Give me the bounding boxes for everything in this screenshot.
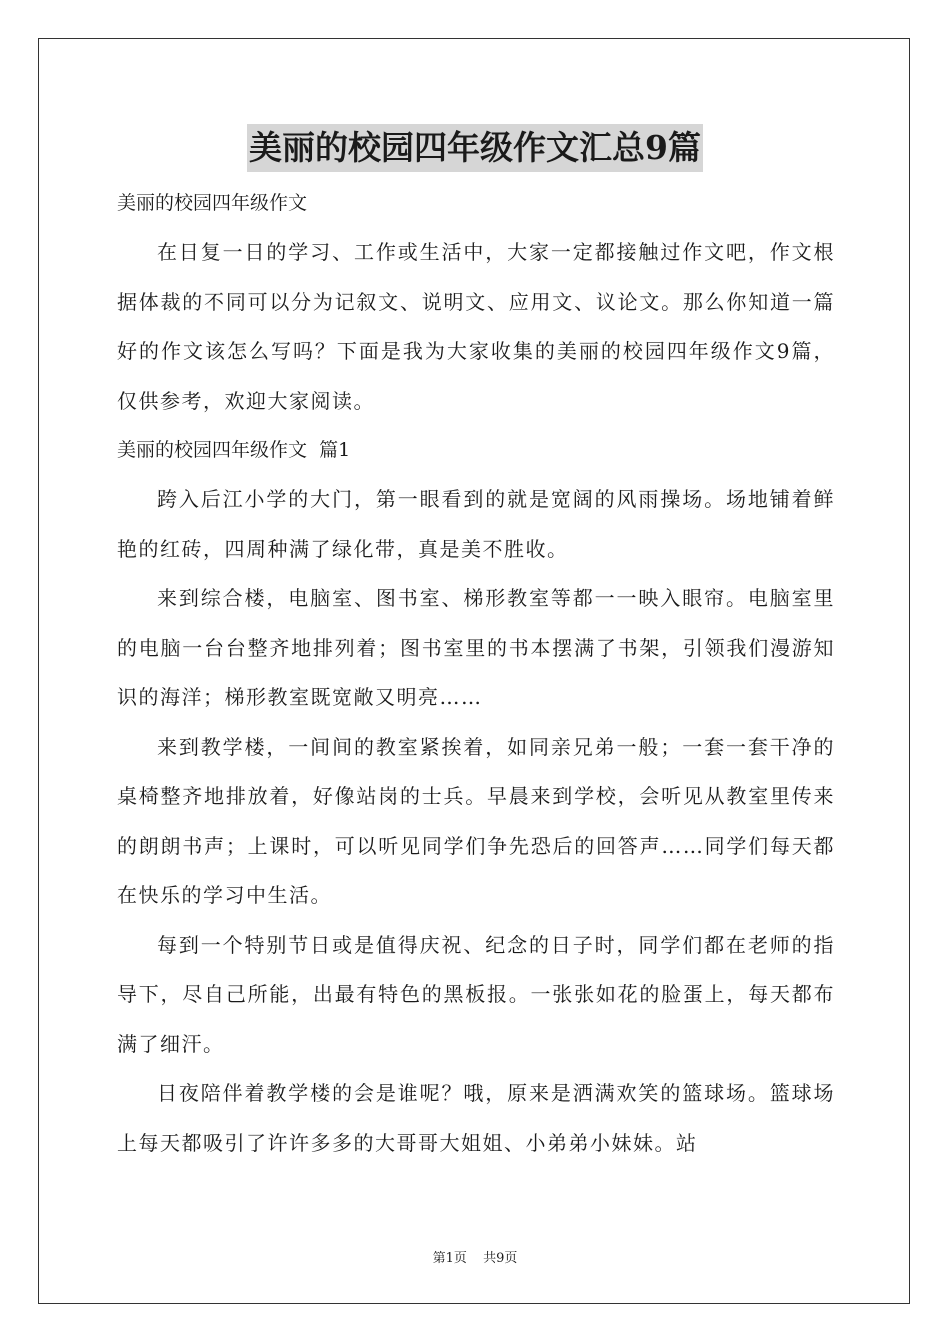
body-paragraph: 日夜陪伴着教学楼的会是谁呢？哦，原来是洒满欢笑的篮球场。篮球场上每天都吸引了许许多多的大哥哥大姐姐、小弟弟小妹妹。站 xyxy=(117,1081,835,1155)
body-paragraph: 来到综合楼，电脑室、图书室、梯形教室等都一一映入眼帘。电脑室里的电脑一台台整齐地排列着；图书室里的书本摆满了书架，引领我们漫游知识的海洋；梯形教室既宽敞又明亮…… xyxy=(117,586,835,709)
title-container xyxy=(0,124,950,172)
body-paragraph: 跨入后江小学的大门，第一眼看到的就是宽阔的风雨操场。场地铺着鲜艳的红砖，四周种满了绿化带，真是美不胜收。 xyxy=(117,487,835,561)
page-total: 共9页 xyxy=(483,1251,518,1266)
document-body xyxy=(117,179,835,1168)
body-paragraph: 每到一个特别节日或是值得庆祝、纪念的日子时，同学们都在老师的指导下，尽自己所能，出最有特色的黑板报。一张张如花的脸蛋上，每天都布满了细汗。 xyxy=(117,932,835,1056)
document-title: 美丽的校园四年级作文汇总9篇 xyxy=(247,124,703,172)
intro-paragraph: 在日复一日的学习、工作或生活中，大家一定都接触过作文吧，作文根据体裁的不同可以分为记叙文、说明文、应用文、议论文。那么你知道一篇好的作文该怎么写吗？下面是我为大家收集的美丽的校园四年级作文9篇，仅供参考，欢迎大家阅读。 xyxy=(117,240,835,413)
page-footer xyxy=(0,1247,950,1266)
intro-heading: 美丽的校园四年级作文 xyxy=(117,192,308,214)
body-paragraph: 来到教学楼，一间间的教室紧挨着，如同亲兄弟一般；一套一套干净的桌椅整齐地排放着，好像站岗的士兵。早晨来到学校，会听见从教室里传来的朗朗书声；上课时，可以听见同学们争先恐后的回答声……同学们每天都在快乐的学习中生活。 xyxy=(117,734,835,907)
page-number: 第1页 xyxy=(432,1251,467,1266)
section-heading: 美丽的校园四年级作文 篇1 xyxy=(117,439,351,461)
